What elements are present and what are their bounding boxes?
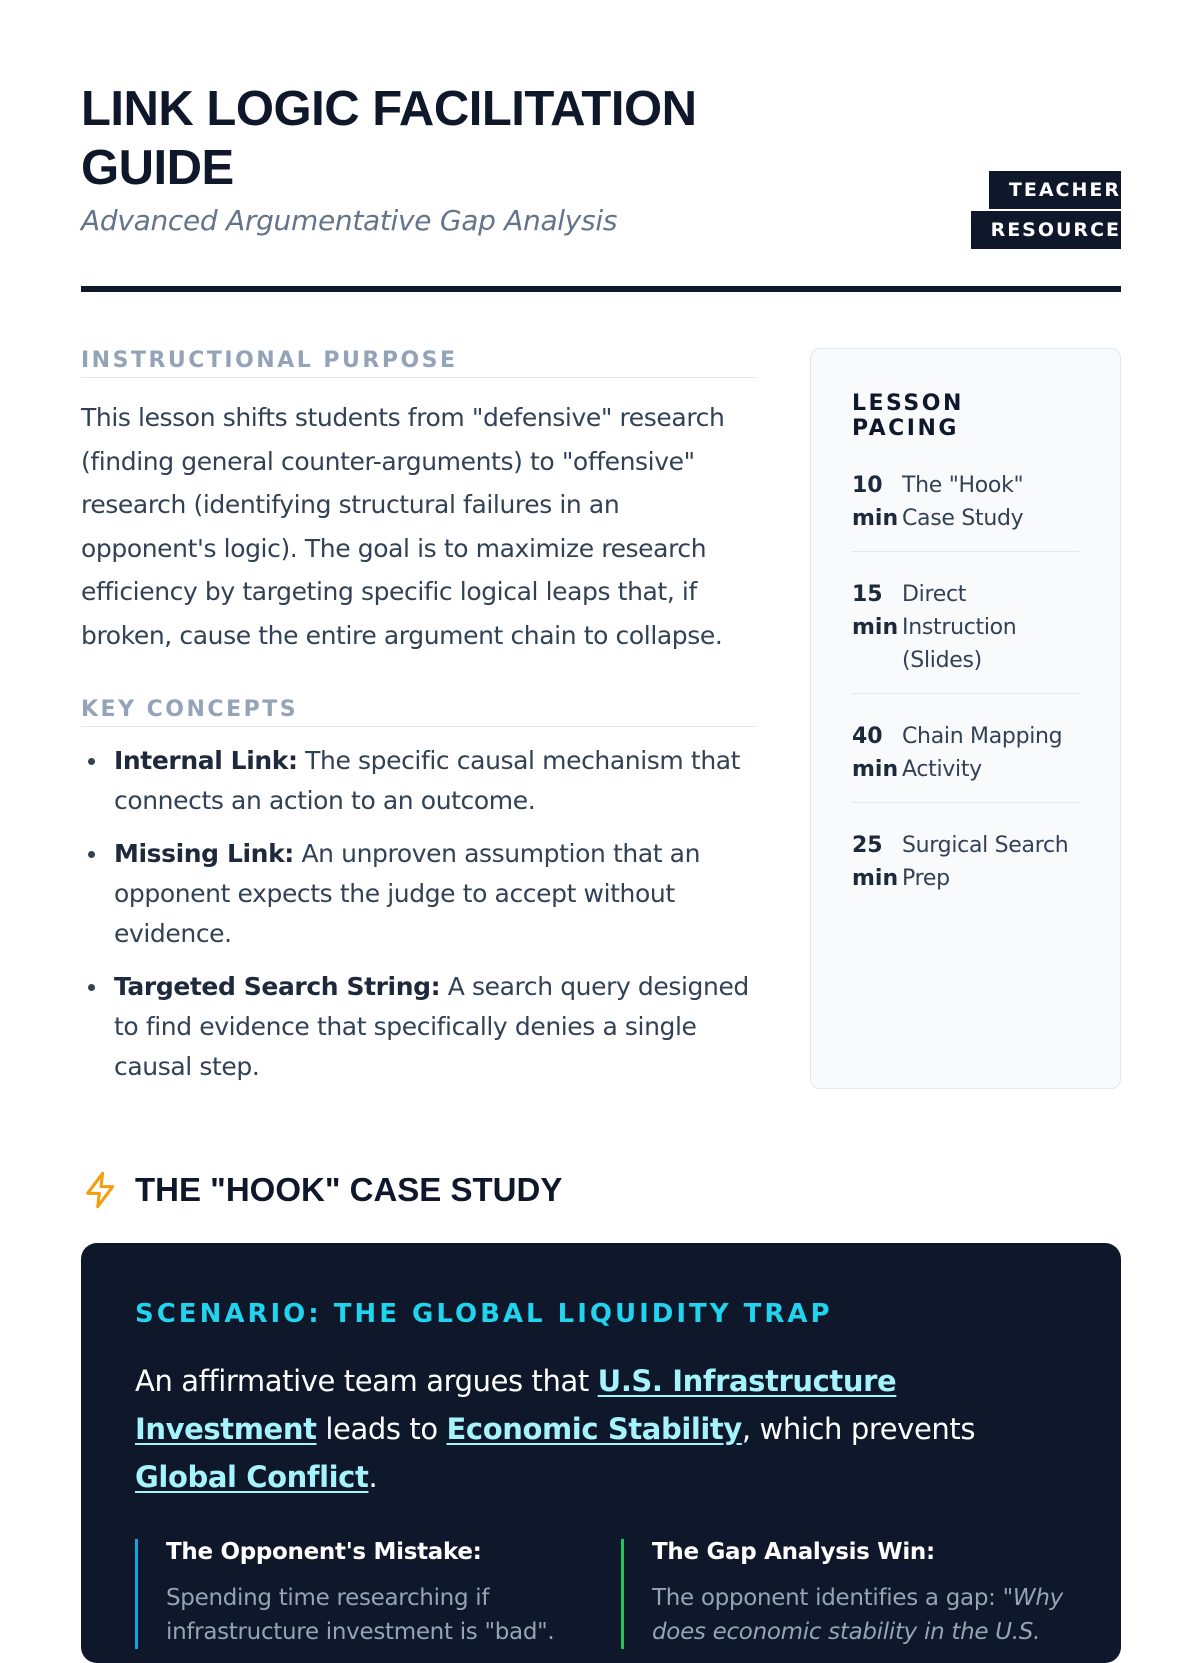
concept-definition: An unproven assumption that an opponent expects the judge to accept without evidence. xyxy=(114,839,701,948)
teacher-resource-badge xyxy=(969,170,1121,250)
link-term-infrastructure: U.S. Infrastructure Investment xyxy=(135,1364,897,1446)
pacing-activity: Surgical Search Prep xyxy=(902,833,1069,891)
pacing-duration: 25 min xyxy=(852,833,899,891)
header-divider xyxy=(81,286,1121,292)
link-term-stability: Economic Stability xyxy=(446,1412,742,1446)
page-title: LINK LOGIC FACILITATION GUIDE xyxy=(81,82,697,195)
scenario-text xyxy=(135,1357,1067,1501)
pacing-activity: Direct Instruction (Slides) xyxy=(902,582,1017,673)
win-text-prefix: The opponent identifies a gap: xyxy=(652,1585,1003,1611)
facilitation-guide-page xyxy=(81,0,1121,1645)
gap-analysis-column xyxy=(621,1539,1067,1649)
pacing-row xyxy=(852,459,1079,552)
win-title: The Gap Analysis Win: xyxy=(652,1539,935,1565)
opponent-mistake-column xyxy=(135,1539,581,1649)
concept-term: Targeted Search String: xyxy=(114,972,441,1001)
concept-term: Missing Link: xyxy=(114,839,294,868)
pacing-duration: 15 min xyxy=(852,582,899,640)
win-text-quote: "Why does economic stability in the U.S. xyxy=(652,1585,1063,1645)
win-text xyxy=(652,1581,1067,1649)
concept-definition: The specific causal mechanism that connects an action to an outcome. xyxy=(114,746,741,815)
lightning-icon xyxy=(81,1170,121,1210)
scenario-title: SCENARIO: THE GLOBAL LIQUIDITY TRAP xyxy=(135,1299,833,1329)
concept-definition: A search query designed to find evidence that specifically denies a single causal step. xyxy=(114,972,749,1081)
badge-label: TEACHER RESOURCE xyxy=(971,171,1121,249)
hook-title: THE "HOOK" CASE STUDY xyxy=(135,1171,563,1208)
lesson-pacing-card xyxy=(810,348,1121,1089)
pacing-title: LESSON PACING xyxy=(852,391,964,441)
scenario-text-part: An affirmative team argues that xyxy=(135,1364,598,1398)
mistake-title: The Opponent's Mistake: xyxy=(166,1539,482,1565)
pacing-row xyxy=(852,819,1079,911)
main-column xyxy=(81,348,756,1100)
scenario-text-part: leads to xyxy=(316,1412,447,1446)
list-item xyxy=(81,834,756,954)
pacing-activity: Chain Mapping Activity xyxy=(902,724,1063,782)
scenario-text-part: , which prevents xyxy=(741,1412,976,1446)
pacing-row xyxy=(852,710,1079,803)
scenario-text-part: . xyxy=(368,1460,378,1494)
pacing-activity: The "Hook" Case Study xyxy=(902,473,1024,531)
scenario-columns xyxy=(135,1539,1067,1649)
concepts-heading: KEY CONCEPTS xyxy=(81,697,756,727)
link-term-conflict: Global Conflict xyxy=(135,1460,369,1494)
pacing-duration: 10 min xyxy=(852,473,899,531)
purpose-heading: INSTRUCTIONAL PURPOSE xyxy=(81,348,756,378)
scenario-card xyxy=(81,1243,1121,1663)
pacing-duration: 40 min xyxy=(852,724,899,782)
pacing-row xyxy=(852,568,1079,694)
concept-term: Internal Link: xyxy=(114,746,298,775)
list-item xyxy=(81,741,756,821)
page-subtitle: Advanced Argumentative Gap Analysis xyxy=(81,204,618,237)
hook-heading xyxy=(81,1170,562,1210)
concepts-list xyxy=(81,741,756,1087)
mistake-text: Spending time researching if infrastructure investment is "bad". xyxy=(166,1585,555,1645)
purpose-text: This lesson shifts students from "defensive" research (finding general counter-arguments) to "offensive" research (identifying structural failures in an opponent's logic). The goal is to maximize research efficiency by targeting specific logical leaps that, if broken, cause the entire argument chain to collapse. xyxy=(81,403,725,650)
list-item xyxy=(81,967,756,1087)
